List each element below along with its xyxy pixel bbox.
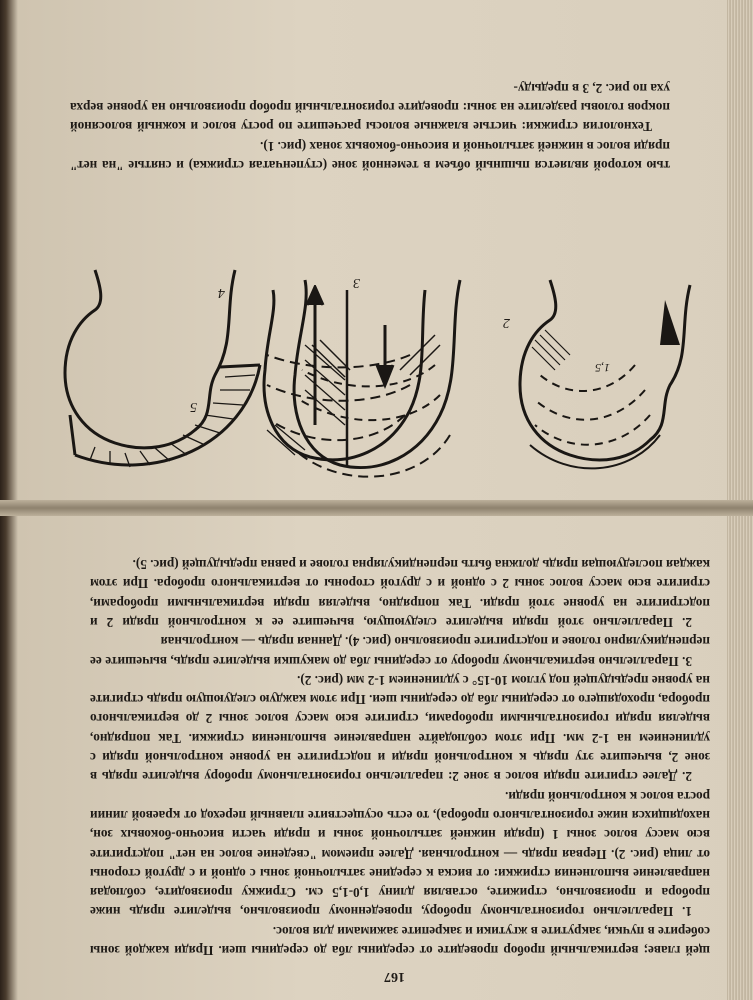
figure-5-label: 5 — [190, 399, 197, 414]
lower-paragraph-2: 1. Параллельно горизонтальному пробору, проведенному произвольно, выделите прядь ниже пробора и произвольно, стрижите, оставляя длину 1,0-1,5 см. Стрижку производите, соблюдая направление выполнения стрижки: от виска к середине затылочной зоны с одной и с другой стороны от лица (рис. 2). Первая прядь — контрольная. Далее приемом "сведение волос на нет" подстригите всю массу волос зоны 1 (пряди нижней затылочной зоны и пряди части височно-боковых зон, находящихся ниже горизонтального пробора), то есть осуществите плавный переход от краевой линии роста волос к контрольной пряди. — [90, 788, 710, 920]
page-number: 167 — [384, 969, 405, 984]
lower-paragraph-1: щей главе; вертикальный пробор проведите от середины лба до середины шеи. Пряди каждой зоны соберите в пучки, закрутите в жгутики и закрепите зажимами для волос. — [90, 923, 710, 958]
lower-page-text — [90, 540, 710, 960]
lower-paragraph-4: 3. Параллельно вертикальному пробору от середины лба до макушки выделите прядь, вычешите ее перпендикулярно голове и подстригите произвольно (рис. 4). Данная прядь — контрольная — [90, 634, 710, 669]
lower-paragraph-5: 2. Параллельно этой пряди выделите следующую, вычешите ее к контрольной пряди 2 и подстригите на уровне этой пряди. Так попрядно, выделяя пряди вертикальными проборами, стригите всю массу волос зоны 2 с одной и с другой стороны от вертикального пробора. При этом каждая последующая прядь должна быть перпендикулярна голове и равна предыдущей (рис. 5). — [90, 557, 710, 630]
book-gutter — [0, 500, 753, 516]
upper-paragraph-1: тью которой является пышный объем в теменной зоне (ступенчатая стрижка) и снятые "на нет" пряди волос в нижней затылочной и височно-боковых зонах (рис. 1). — [70, 138, 670, 173]
measure-label: 1,5 — [595, 361, 610, 375]
figure-3-label: 3 — [353, 275, 360, 290]
lower-page — [30, 520, 730, 990]
figure-2-label: 2 — [503, 315, 510, 330]
figure-2-head-profile — [490, 275, 720, 495]
upper-paragraph-2: Технология стрижки: чистые влажные волосы расчешите по росту волос и кожный волосяной покров головы разделите на зоны: проведите горизонтальный пробор произвольно на уровне верха уха по рис. 2, 3 в предыду- — [70, 80, 670, 135]
lower-paragraph-3: 2. Далее стригите пряди волос в зоне 2: параллельно горизонтальному пробору выделите прядь в зоне 2, вычешите эту прядь к контрольной пряди и подстригите на уровне контрольной пряди с удлинением на 1-2 мм. При этом соблюдайте направление выполнения стрижки. Так попрядно, выделяя пряди горизонтальными проборами, стригите всю массу волос зоны 2 до вертикального пробора, проходящего от середины лба до середины шеи. При этом каждую следующую прядь стригите на уровне предыдущей под углом 10-15° с удлинением 1-2 мм (рис. 2). — [90, 672, 710, 785]
figure-4-head-profile — [35, 265, 275, 485]
upper-page-text — [70, 55, 670, 175]
figure-5-back-of-head-drawing — [255, 285, 445, 485]
figure-4-label: 4 — [218, 285, 225, 300]
